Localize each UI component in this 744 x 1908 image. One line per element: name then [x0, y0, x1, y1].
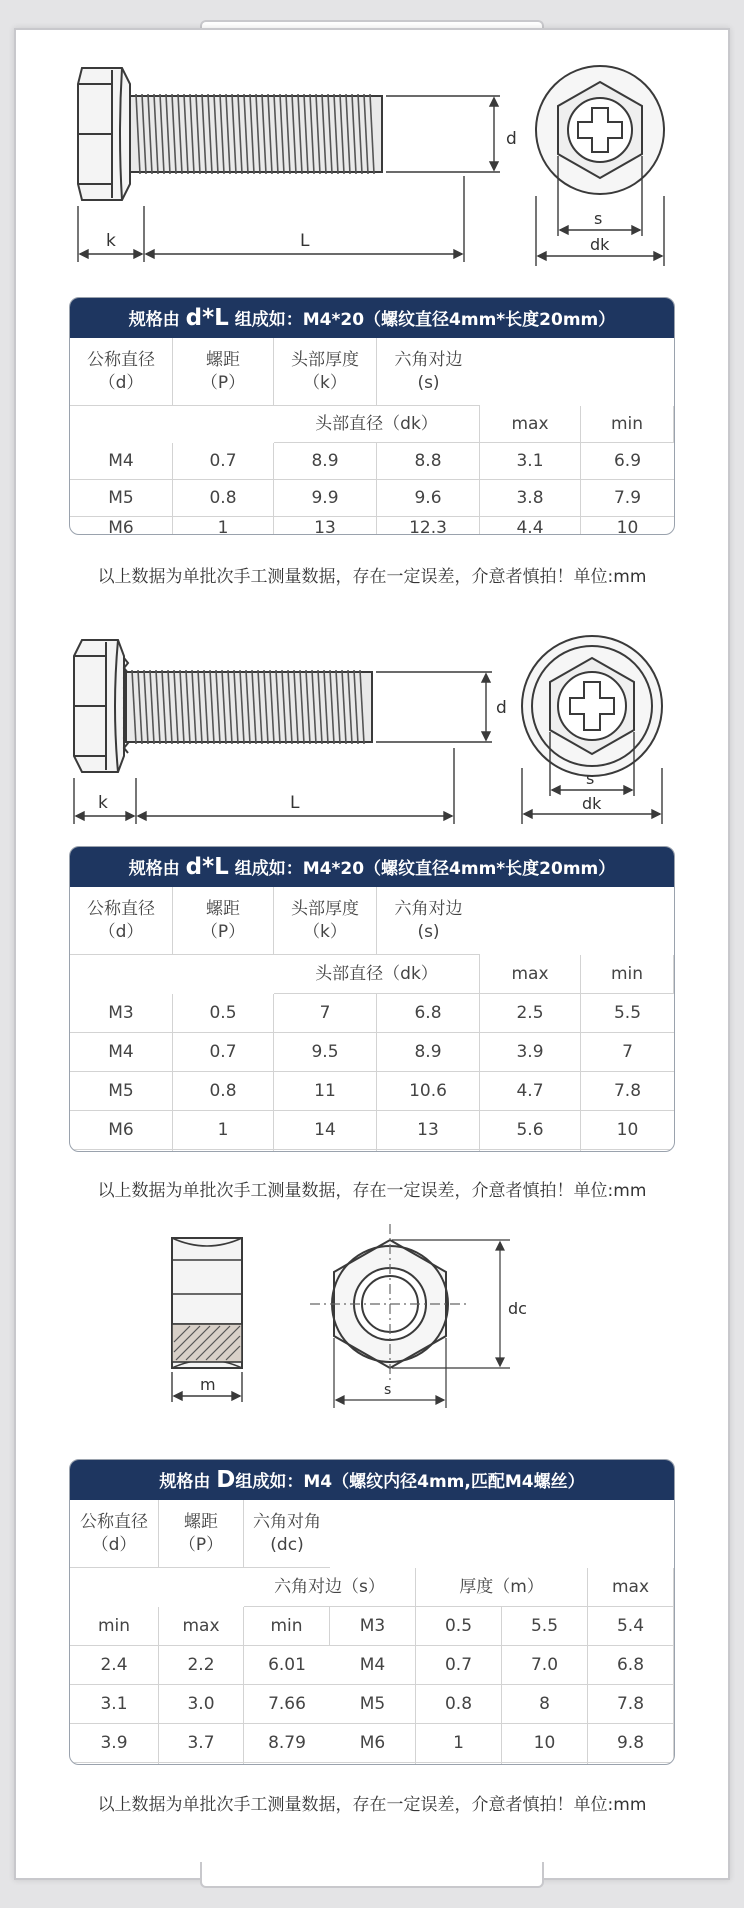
title-big: D [216, 1467, 236, 1493]
title-suffix: 组成如：M4（螺纹内径4mm,匹配M4螺丝） [235, 1472, 585, 1492]
table-cell: 6.9 [581, 443, 674, 480]
header-nominal: 公称直径 （d） [70, 1500, 159, 1568]
table-cell: M6 [330, 1724, 416, 1763]
table-cell: 4.4 [480, 517, 581, 535]
table-title [70, 1460, 674, 1500]
table-cell: 7 [274, 994, 377, 1033]
table-cell: 7 [581, 1033, 674, 1072]
spec-table-3 [69, 1459, 675, 1765]
header-thick: 厚度（m） [416, 1568, 588, 1607]
header-head-dia: 头部直径（dk） [274, 955, 480, 994]
table-cell: 0.7 [416, 1646, 502, 1685]
label-s: s [384, 1382, 392, 1398]
table-cell: 8.9 [274, 443, 377, 480]
label-dk: dk [590, 235, 610, 254]
table-cell: 0.8 [173, 480, 274, 517]
spec-table-1 [69, 297, 675, 535]
table-cell: 11 [274, 1072, 377, 1111]
table-cell [70, 1763, 159, 1765]
title-big: d*L [185, 305, 229, 331]
table-cell [274, 1150, 377, 1152]
table-cell: 5.5 [502, 1607, 588, 1646]
table-cell: 10 [502, 1724, 588, 1763]
table-cell: 7.8 [588, 1685, 674, 1724]
table-title [70, 847, 674, 887]
table-cell: 10 [616, 518, 639, 535]
header-corner: 六角对角 (dc) [244, 1500, 330, 1568]
label-s: s [594, 209, 603, 228]
table-cell: 8.8 [377, 443, 480, 480]
table-cell: 2.2 [159, 1646, 244, 1685]
bolt-diagram-2 [60, 628, 690, 828]
table-cell: 3.9 [70, 1724, 159, 1763]
table-cell: M5 [330, 1685, 416, 1724]
header-hex: 六角对边 (s) [377, 338, 480, 406]
table-cell: 9.6 [377, 480, 480, 517]
header-thick: 头部厚度 （k） [274, 887, 377, 955]
table-cell: 0.7 [173, 443, 274, 480]
table-cell: 5.5 [581, 994, 674, 1033]
table-cell: 10.6 [377, 1072, 480, 1111]
label-k: k [106, 231, 116, 251]
spec-table-2 [69, 846, 675, 1152]
table-cell: M5 [70, 480, 173, 517]
header-max: max [159, 1607, 244, 1646]
table-cell: M6 [70, 1111, 173, 1150]
title-suffix: 组成如：M4*20（螺纹直径4mm*长度20mm） [228, 859, 616, 879]
table-cell [581, 1150, 674, 1152]
table-cell: 3.8 [480, 480, 581, 517]
table-cell: 3.1 [480, 443, 581, 480]
label-L: L [300, 231, 310, 251]
table-cell: 0.8 [173, 1072, 274, 1111]
header-nominal: 公称直径 （d） [70, 887, 173, 955]
table-cell: M4 [330, 1646, 416, 1685]
label-dc: dc [508, 1299, 527, 1318]
table-cell [159, 1763, 244, 1765]
table-cell [502, 1763, 588, 1765]
table-cell: 0.7 [173, 1033, 274, 1072]
table-cell: 8.9 [377, 1033, 480, 1072]
label-L: L [290, 793, 300, 813]
title-big: d*L [185, 854, 229, 880]
table-cell: 7.9 [581, 480, 674, 517]
table-cell: M4 [70, 1033, 173, 1072]
table-cell: 1 [173, 517, 274, 535]
table-cell: 7.66 [244, 1685, 330, 1724]
table-cell: M3 [330, 1607, 416, 1646]
header-nominal: 公称直径 （d） [70, 338, 173, 406]
table-cell: M4 [70, 443, 173, 480]
table-cell: 9.9 [274, 480, 377, 517]
header-max: max [480, 955, 581, 994]
table-cell: 3.0 [159, 1685, 244, 1724]
measurement-note-3: 以上数据为单批次手工测量数据，存在一定误差，介意者慎拍！单位:mm [97, 1795, 647, 1815]
table-cell: 3.9 [480, 1033, 581, 1072]
header-hex: 六角对边 (s) [377, 887, 480, 955]
frame-bottom-tab [200, 1862, 544, 1888]
table-cell: 6.8 [377, 994, 480, 1033]
table-cell: 7.0 [502, 1646, 588, 1685]
table-cell: 14 [274, 1111, 377, 1150]
table-cell: 8.79 [244, 1724, 330, 1763]
header-hex: 六角对边（s） [244, 1568, 416, 1607]
header-thick: 头部厚度 （k） [274, 338, 377, 406]
table-cell [377, 1150, 480, 1152]
bolt-diagram-1 [60, 56, 690, 266]
table-cell: 8 [502, 1685, 588, 1724]
label-d: d [506, 129, 517, 149]
table-cell: 9.5 [274, 1033, 377, 1072]
table-cell: 13 [377, 1111, 480, 1150]
table-cell [70, 1150, 173, 1152]
table-title [70, 298, 674, 338]
title-suffix: 组成如：M4*20（螺纹直径4mm*长度20mm） [228, 310, 616, 330]
title-prefix: 规格由 [128, 310, 186, 330]
table-cell: 4.7 [480, 1072, 581, 1111]
table-cell: 1 [173, 1111, 274, 1150]
table-cell: 9.8 [588, 1724, 674, 1763]
header-min: min [70, 1607, 159, 1646]
table-cell: 2.5 [480, 994, 581, 1033]
nut-diagram [150, 1224, 620, 1434]
table-cell [416, 1763, 502, 1765]
table-cell: 2.4 [70, 1646, 159, 1685]
header-pitch: 螺距 （P） [159, 1500, 244, 1568]
measurement-note-2: 以上数据为单批次手工测量数据，存在一定误差，介意者慎拍！单位:mm [97, 1181, 647, 1201]
table-cell: 0.8 [416, 1685, 502, 1724]
table-cell: 10 [581, 1111, 674, 1150]
table-cell: 1 [416, 1724, 502, 1763]
label-m: m [200, 1375, 216, 1394]
header-head-dia: 头部直径（dk） [274, 406, 480, 443]
header-min: min [581, 406, 674, 443]
table-cell [330, 1763, 416, 1765]
table-cell: 5.6 [480, 1111, 581, 1150]
table-cell [588, 1763, 674, 1765]
header-pitch: 螺距 （P） [173, 887, 274, 955]
header-pitch: 螺距 （P） [173, 338, 274, 406]
title-prefix: 规格由 [128, 859, 186, 879]
table-cell: M3 [70, 994, 173, 1033]
table-cell: M6 [70, 517, 173, 535]
header-max: max [588, 1568, 674, 1607]
table-cell: 3.1 [70, 1685, 159, 1724]
table-cell: 12.3 [377, 517, 480, 535]
table-cell: 3.7 [159, 1724, 244, 1763]
title-prefix: 规格由 [159, 1472, 217, 1492]
label-d: d [496, 698, 507, 718]
label-k: k [98, 793, 108, 813]
label-s: s [586, 769, 595, 788]
measurement-note-1: 以上数据为单批次手工测量数据，存在一定误差，介意者慎拍！单位:mm [97, 567, 647, 587]
table-cell [480, 1150, 581, 1152]
label-dk: dk [582, 794, 602, 813]
table-cell: 0.5 [416, 1607, 502, 1646]
table-cell: M5 [70, 1072, 173, 1111]
header-min: min [581, 955, 674, 994]
header-min: min [244, 1607, 330, 1646]
table-cell [173, 1150, 274, 1152]
table-cell [244, 1763, 330, 1765]
table-cell: 7.8 [581, 1072, 674, 1111]
header-max: max [480, 406, 581, 443]
table-cell: 6.8 [588, 1646, 674, 1685]
table-cell: 6.01 [244, 1646, 330, 1685]
table-cell: 13 [274, 517, 377, 535]
table-cell: 0.5 [173, 994, 274, 1033]
table-cell: 5.4 [588, 1607, 674, 1646]
